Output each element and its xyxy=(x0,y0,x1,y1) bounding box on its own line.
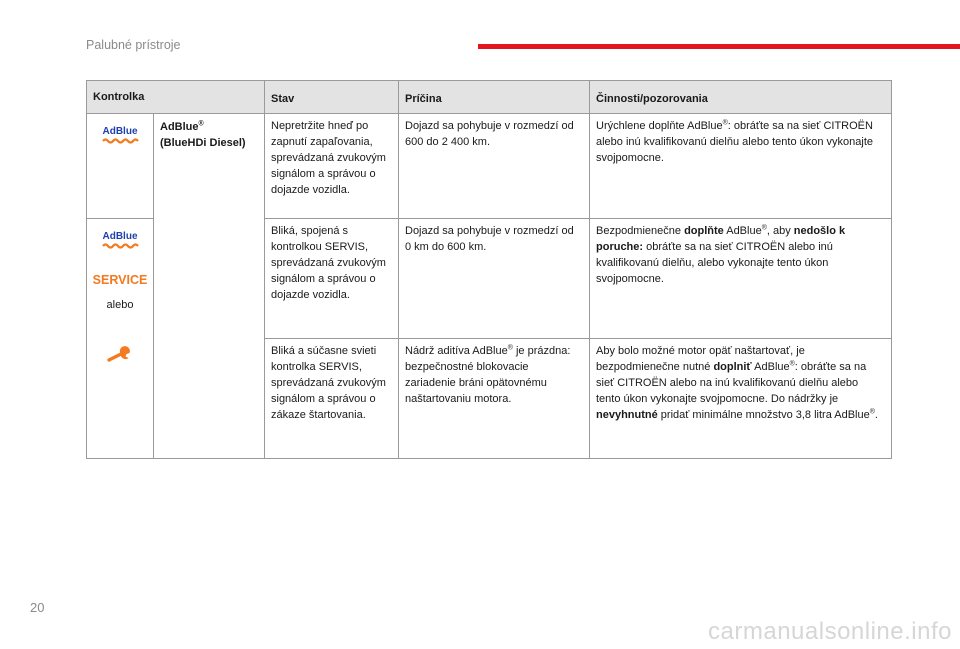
header-kontrolka: Kontrolka xyxy=(87,81,265,114)
service-icon xyxy=(92,271,148,287)
svg-text:AdBlue: AdBlue xyxy=(102,231,138,242)
row2-pricina: Dojazd sa pohybuje v rozmedzí od 0 km do 600 km. xyxy=(399,219,590,339)
row3-pricina: Nádrž aditíva AdBlue® je prázdna: bezpečnostné blokovacie zariadenie bráni opätovnému naštartovaniu motora. xyxy=(399,339,590,459)
header-cinnosti: Činnosti/pozorovania xyxy=(590,81,892,114)
adblue-label: AdBlue® (BlueHDi Diesel) xyxy=(160,120,246,149)
or-label: alebo xyxy=(106,299,134,311)
row3-cinnosti: Aby bolo možné motor opäť naštartovať, je bezpodmienečne nutné doplniť AdBlue®: obráťte sa na sieť CITROËN alebo na inú kvalifikovanú dielňu alebo tento úkon vykonajte svojpomocne. Do nádržky je nevyhnutné pridať minimálne množstvo 3,8 litra AdBlue®. xyxy=(590,339,892,459)
row3-stav: Bliká a súčasne svieti kontrolka SERVIS, sprevádzaná zvukovým signálom a správou o zákaze štartovania. xyxy=(265,339,399,459)
section-title: Palubné prístroje xyxy=(86,38,181,52)
header-pricina: Príčina xyxy=(399,81,590,114)
header-accent-bar xyxy=(478,44,960,49)
icon-cell xyxy=(87,114,154,219)
page-number: 20 xyxy=(30,600,45,615)
adblue-icon xyxy=(100,229,140,251)
wrench-icon xyxy=(107,347,133,363)
row2-stav: Bliká, spojená s kontrolkou SERVIS, sprevádzaná zvukovým signálom a správou o dojazde vozidla. xyxy=(265,219,399,339)
warning-lights-table xyxy=(86,80,892,459)
table-header-row xyxy=(87,81,892,114)
svg-text:SERVICE: SERVICE xyxy=(92,273,148,287)
svg-text:AdBlue: AdBlue xyxy=(102,126,138,137)
row1-stav: Nepretržite hneď po zapnutí zapaľovania, sprevádzaná zvukovým signálom a správou o dojazde vozidla. xyxy=(265,114,399,219)
row2-cinnosti: Bezpodmienečne doplňte AdBlue®, aby nedošlo k poruche: obráťte sa na sieť CITROËN alebo inú kvalifikovanú dielňu, alebo vykonajte tento úkon svojpomocne. xyxy=(590,219,892,339)
label-cell xyxy=(154,114,265,459)
row1-pricina: Dojazd sa pohybuje v rozmedzí od 600 do 2 400 km. xyxy=(399,114,590,219)
header-stav: Stav xyxy=(265,81,399,114)
row1-cinnosti: Urýchlene doplňte AdBlue®: obráťte sa na sieť CITROËN alebo inú kvalifikovanú dielňu alebo tento úkon vykonajte svojpomocne. xyxy=(590,114,892,219)
table-row xyxy=(87,114,892,219)
icon-cell xyxy=(87,219,154,459)
watermark: carmanualsonline.info xyxy=(708,618,952,645)
adblue-icon xyxy=(100,124,140,146)
